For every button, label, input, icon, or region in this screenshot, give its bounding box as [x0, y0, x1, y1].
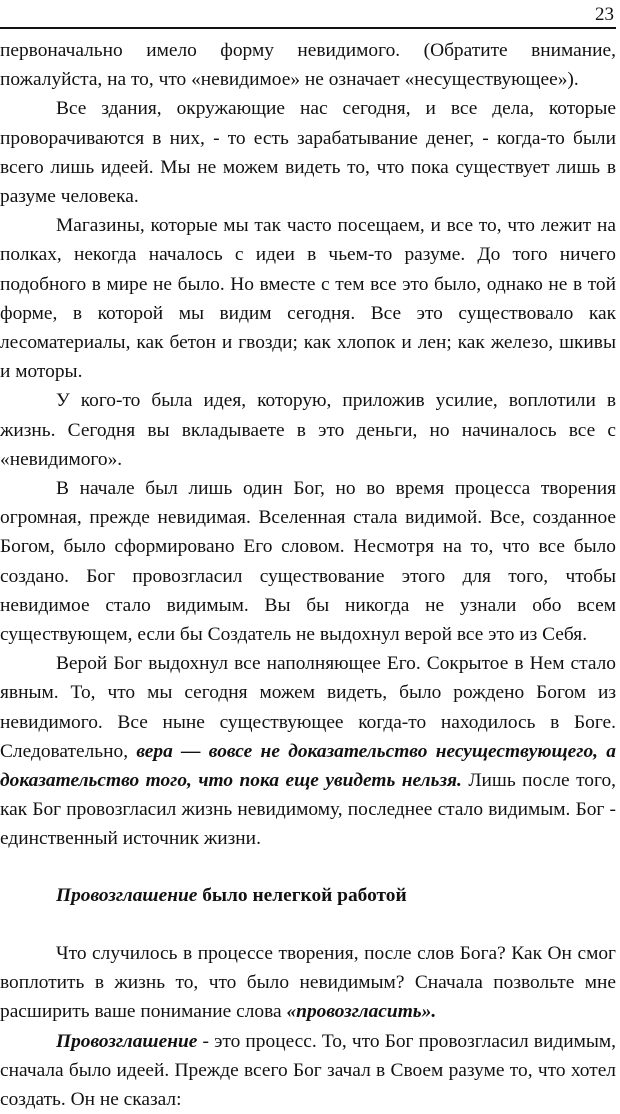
- paragraph-6: [0, 649, 616, 853]
- paragraph-7: [0, 939, 616, 1027]
- paragraph-2: Все здания, окружающие нас сегодня, и все дела, которые проворачиваются в них, - то есть зарабатывание денег, - когда-то были всего лишь идеей. Мы не можем видеть то, что пока существует лишь в разуме человека.: [0, 94, 616, 211]
- paragraph-5: В начале был лишь один Бог, но во время процесса творения огромная, прежде невидимая. Вселенная стала видимой. Все, созданное Богом, было сформировано Его словом. Несмотря на то, что все было создано. Бог провозгласил существование этого для того, чтобы невидимое стало видимым. Вы бы никогда не узнали обо всем существующем, если бы Создатель не выдохнул верой все это из Себя.: [0, 474, 616, 649]
- paragraph-8: [0, 1027, 616, 1114]
- page-number: 23: [595, 4, 614, 26]
- section-heading: [0, 881, 616, 910]
- paragraph-7-text: Что случилось в процессе творения, после слов Бога? Как Он смог воплотить в жизнь то, что было невидимым? Сначала позвольте мне расширить ваше понимание слова: [0, 943, 616, 1022]
- paragraph-6-text-end: Лишь после того, как Бог провозгласил жизнь невидимому, последнее стало видимым. Бог - единственный источник жизни.: [0, 770, 616, 849]
- faith-definition-emphasis: вера — вовсе не доказательство несуществующего, а доказательство того, что пока еще увидеть нельзя.: [0, 741, 616, 791]
- section-heading-rest: было нелегкой работой: [197, 885, 406, 906]
- proclamation-term-emphasis: Провозглашение: [56, 1031, 197, 1052]
- paragraph-8-text: - это процесс. То, что Бог провозгласил видимым, сначала было идеей. Прежде всего Бог зачал в Своем разуме то, что хотел создать. Он не сказал:: [0, 1031, 616, 1110]
- header-rule: [0, 27, 616, 29]
- proclaim-word-emphasis: «провозгласить».: [286, 1001, 436, 1022]
- paragraph-3: Магазины, которые мы так часто посещаем, и все то, что лежит на полках, некогда началось с идеи в чьем-то разуме. До того ничего подобного в мире не было. Но вместе с тем все это было, однако не в той форме, в которой мы видим сегодня. Все это существовало как лесоматериалы, как бетон и гвозди; как хлопок и лен; как железо, шкивы и моторы.: [0, 211, 616, 386]
- paragraph-1: первоначально имело форму невидимого. (Обратите внимание, пожалуйста, на то, что «невидимое» не означает «несуществующее»).: [0, 36, 616, 94]
- paragraph-6-text-start: Верой Бог выдохнул все наполняющее Его. Сокрытое в Нем стало явным. То, что мы сегодня можем видеть, было рождено Богом из невидимого. Все ныне существующее когда-то находилось в Боге. Следовательно,: [0, 653, 616, 762]
- paragraph-4: У кого-то была идея, которую, приложив усилие, воплотили в жизнь. Сегодня вы вкладываете в это деньги, но начиналось все с «невидимого».: [0, 386, 616, 474]
- page-body: [0, 36, 616, 1114]
- section-heading-italic: Провозглашение: [56, 885, 197, 906]
